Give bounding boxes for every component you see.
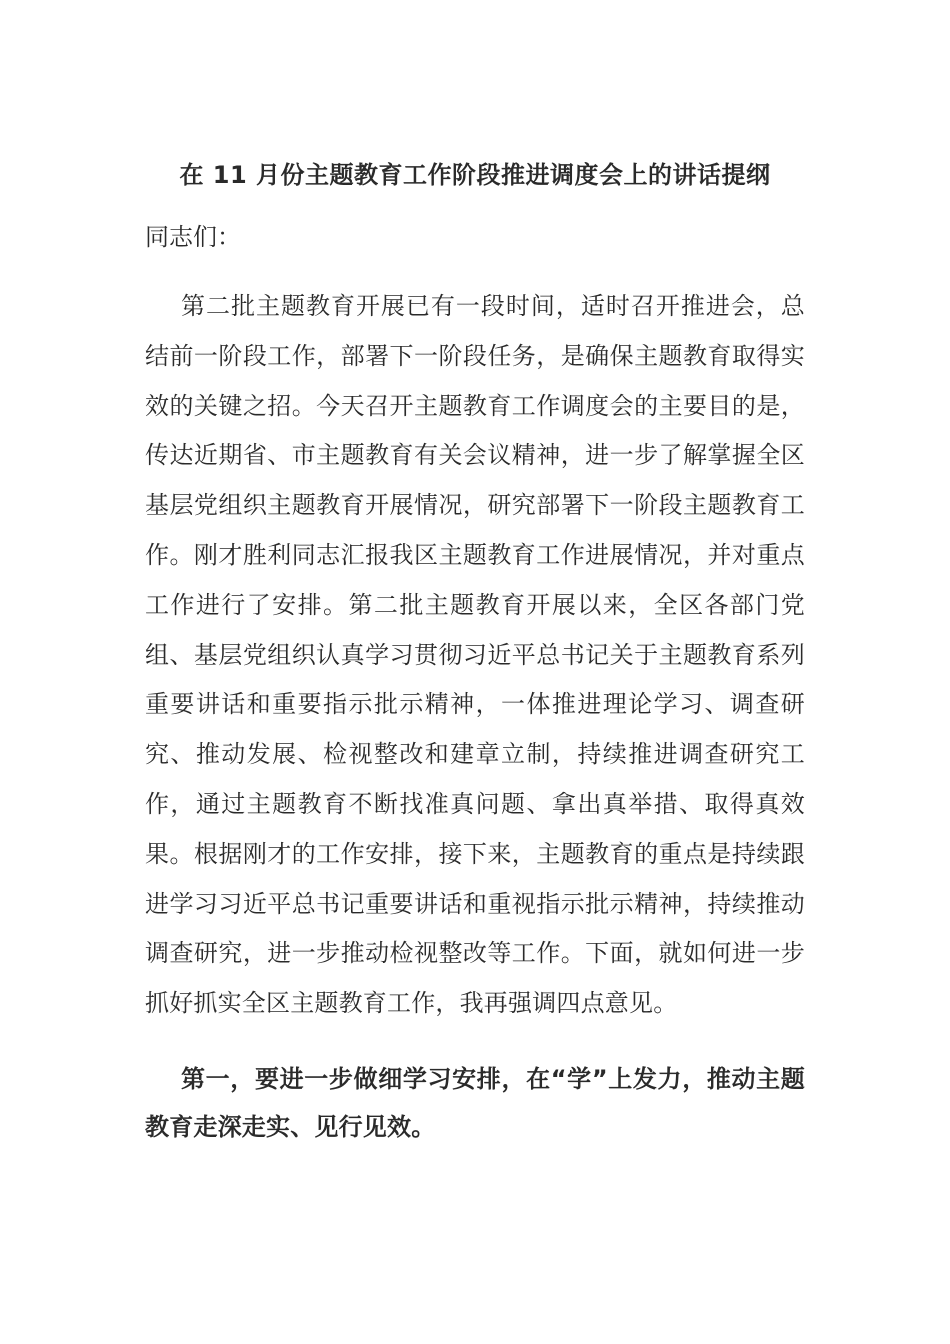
body-paragraph-intro: 第二批主题教育开展已有一段时间，适时召开推进会，总结前一阶段工作，部署下一阶段任务，是确保主题教育取得实效的关键之招。今天召开主题教育工作调度会的主要目的是，传达近期省、市主题教育有关会议精神，进一步了解掌握全区基层党组织主题教育开展情况，研究部署下一阶段主题教育工作。刚才胜利同志汇报我区主题教育工作进展情况，并对重点工作进行了安排。第二批主题教育开展以来，全区各部门党组、基层党组织认真学习贯彻习近平总书记关于主题教育系列重要讲话和重要指示批示精神，一体推进理论学习、调查研究、推动发展、检视整改和建章立制，持续推进调查研究工作，通过主题教育不断找准真问题、拿出真举措、取得真效果。根据刚才的工作安排，接下来，主题教育的重点是持续跟进学习习近平总书记重要讲话和重视指示批示精神，持续推动调查研究，进一步推动检视整改等工作。下面，就如何进一步抓好抓实全区主题教育工作，我再强调四点意见。 [145,292,805,1018]
document-title: 在 11 月份主题教育工作阶段推进调度会上的讲话提纲 [179,161,771,189]
salutation: 同志们： [145,223,241,251]
body-paragraph-point-one: 第一，要进一步做细学习安排，在“学”上发力，推动主题教育走深走实、见行见效。 [145,1064,805,1141]
document-body [145,150,805,1151]
